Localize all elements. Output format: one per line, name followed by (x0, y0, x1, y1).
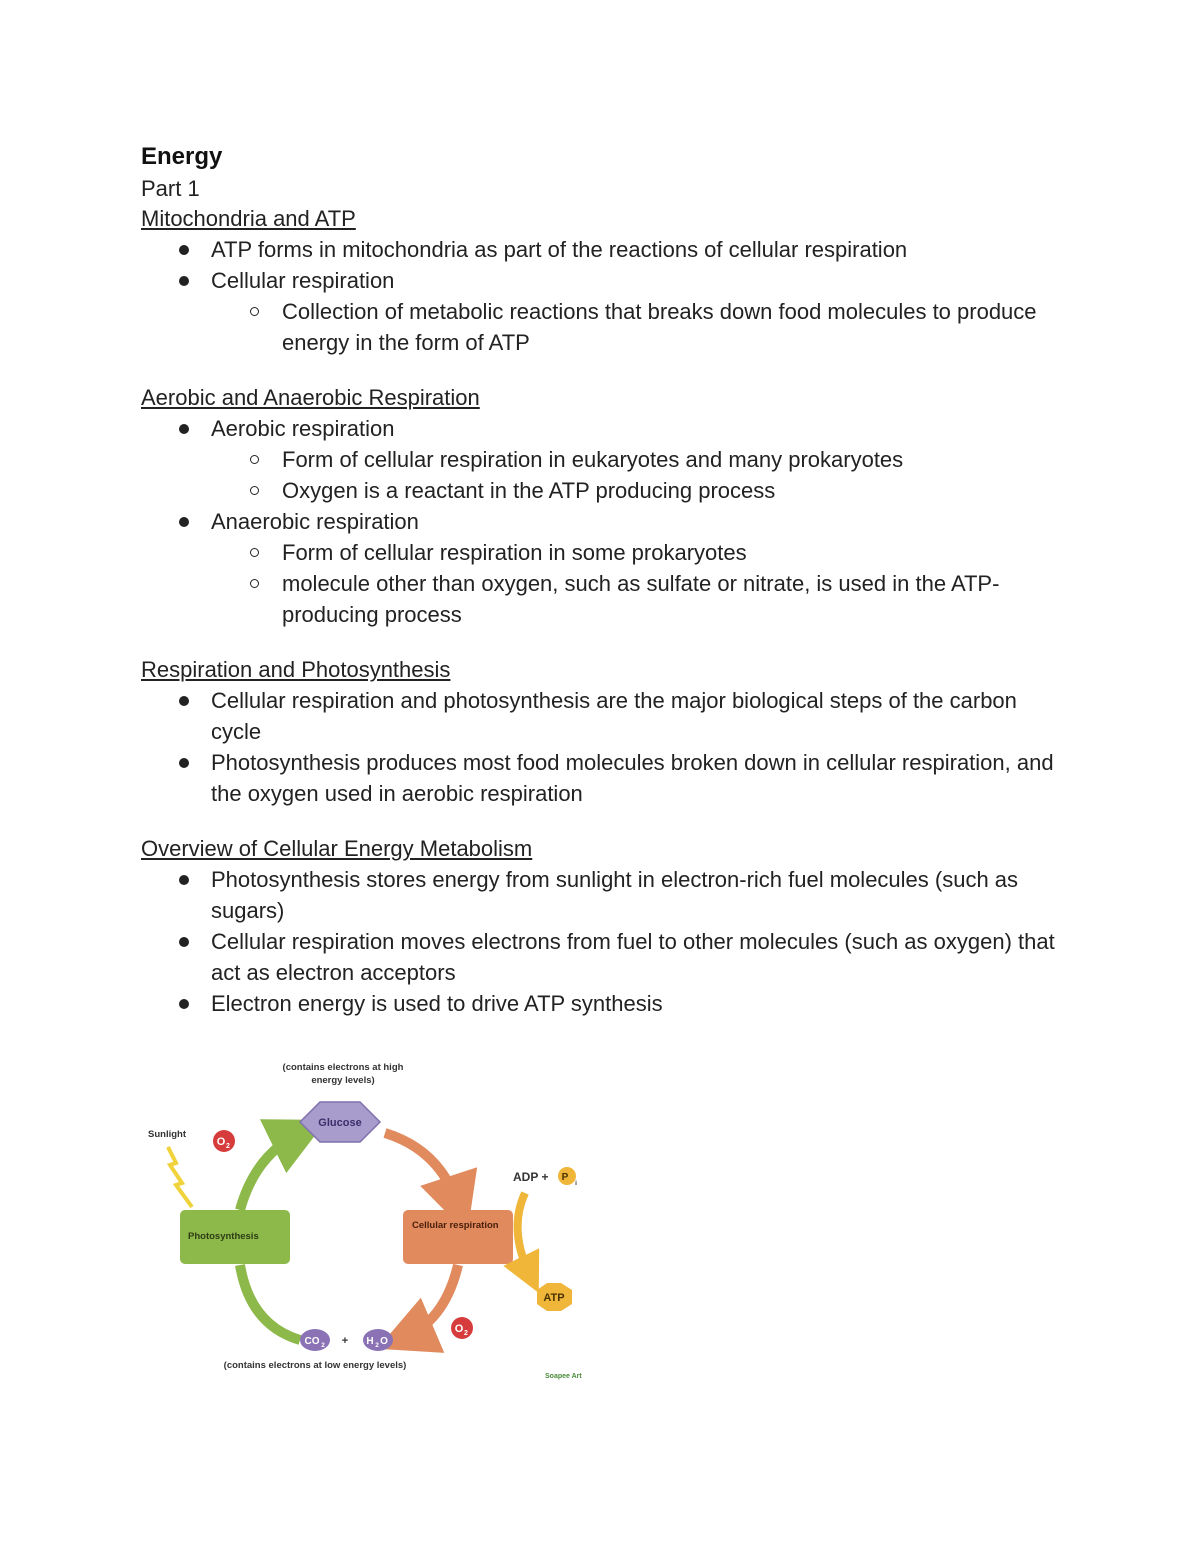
bullet-icon (179, 517, 189, 527)
phosphate-icon (558, 1167, 577, 1187)
list-item: Cellular respiration moves electrons from fuel to other molecules (such as oxygen) that act as electron acceptors (141, 926, 1061, 988)
respiration-to-products-arrow (405, 1265, 458, 1337)
adp-to-atp-arrow (518, 1193, 530, 1275)
list-item: Photosynthesis stores energy from sunlight in electron-rich fuel molecules (such as sugars) (141, 864, 1061, 926)
section-heading-respiration-types: Aerobic and Anaerobic Respiration (141, 385, 480, 410)
svg-text:O: O (454, 1323, 464, 1335)
list-item: Aerobic respiration (141, 413, 1061, 444)
cellular-respiration-label: Cellular respiration (412, 1220, 499, 1231)
h2o-icon (363, 1329, 393, 1351)
hollow-bullet-icon (250, 455, 259, 464)
svg-text:2: 2 (464, 1330, 468, 1337)
svg-text:P: P (561, 1172, 569, 1183)
bullet-icon (179, 245, 189, 255)
glucose-label: Glucose (318, 1117, 362, 1129)
bullet-icon (179, 937, 189, 947)
section-heading-mitochondria: Mitochondria and ATP (141, 206, 356, 231)
list-item: Photosynthesis produces most food molecules broken down in cellular respiration, and the oxygen used in aerobic respiration (141, 747, 1061, 809)
co2-icon (300, 1329, 330, 1351)
photosynthesis-to-glucose-arrow (240, 1133, 300, 1210)
bullet-icon (179, 276, 189, 286)
energy-cycle-diagram (140, 1055, 590, 1385)
svg-text:i: i (575, 1180, 577, 1187)
bullet-list (141, 234, 1061, 296)
bullet-icon (179, 999, 189, 1009)
bullet-list (141, 864, 1061, 1019)
sub-list-item: Form of cellular respiration in eukaryotes and many prokaryotes (141, 444, 1061, 475)
svg-text:2: 2 (375, 1342, 379, 1349)
svg-text:CO: CO (304, 1336, 320, 1347)
low-energy-note: (contains electrons at low energy levels) (223, 1360, 407, 1371)
bullet-icon (179, 424, 189, 434)
sub-bullet-list (141, 537, 1061, 630)
bullet-list (141, 506, 1061, 537)
high-energy-note-line2: energy levels) (311, 1075, 375, 1086)
list-item: Cellular respiration and photosynthesis are the major biological steps of the carbon cycle (141, 685, 1061, 747)
document-page (141, 140, 1061, 1019)
section-heading-respiration-photosynthesis: Respiration and Photosynthesis (141, 657, 451, 682)
sunlight-bolt-icon (168, 1147, 192, 1207)
sub-list-item: Collection of metabolic reactions that breaks down food molecules to produce energy in the form of ATP (141, 296, 1061, 358)
sub-bullet-list (141, 296, 1061, 358)
list-item: ATP forms in mitochondria as part of the reactions of cellular respiration (141, 234, 1061, 265)
sub-bullet-list (141, 444, 1061, 506)
svg-text:2: 2 (226, 1143, 230, 1150)
bullet-list (141, 685, 1061, 809)
glucose-to-respiration-arrow (385, 1133, 458, 1205)
sunlight-label: Sunlight (148, 1129, 186, 1140)
hollow-bullet-icon (250, 486, 259, 495)
atp-icon (537, 1283, 572, 1311)
oxygen-input-icon (451, 1317, 473, 1339)
list-item: Electron energy is used to drive ATP synthesis (141, 988, 1061, 1019)
list-item: Anaerobic respiration (141, 506, 1061, 537)
bullet-icon (179, 758, 189, 768)
section-heading-overview: Overview of Cellular Energy Metabolism (141, 836, 533, 861)
sub-list-item: Form of cellular respiration in some prokaryotes (141, 537, 1061, 568)
svg-text:H: H (366, 1336, 374, 1347)
cellular-respiration-box (403, 1210, 513, 1264)
hollow-bullet-icon (250, 548, 259, 557)
hollow-bullet-icon (250, 307, 259, 316)
high-energy-note-line1: (contains electrons at high (282, 1062, 404, 1073)
atp-label: ATP (543, 1292, 565, 1304)
part-label: Part 1 (141, 176, 200, 201)
sub-list-item: Oxygen is a reactant in the ATP producing process (141, 475, 1061, 506)
bullet-list (141, 413, 1061, 444)
sub-list-item: molecule other than oxygen, such as sulfate or nitrate, is used in the ATP-producing process (141, 568, 1061, 630)
credit-label: Soapee Art (545, 1373, 582, 1380)
svg-text:2: 2 (321, 1342, 325, 1349)
bullet-icon (179, 696, 189, 706)
document-title: Energy (141, 143, 223, 170)
adp-label: ADP + (513, 1170, 549, 1184)
svg-text:O: O (216, 1136, 226, 1148)
bullet-icon (179, 875, 189, 885)
products-to-photosynthesis-arrow (240, 1265, 300, 1340)
svg-text:O: O (380, 1336, 388, 1347)
list-item: Cellular respiration (141, 265, 1061, 296)
hollow-bullet-icon (250, 579, 259, 588)
oxygen-output-icon (213, 1130, 235, 1152)
plus-sign: + (341, 1335, 349, 1347)
photosynthesis-label: Photosynthesis (188, 1231, 259, 1242)
